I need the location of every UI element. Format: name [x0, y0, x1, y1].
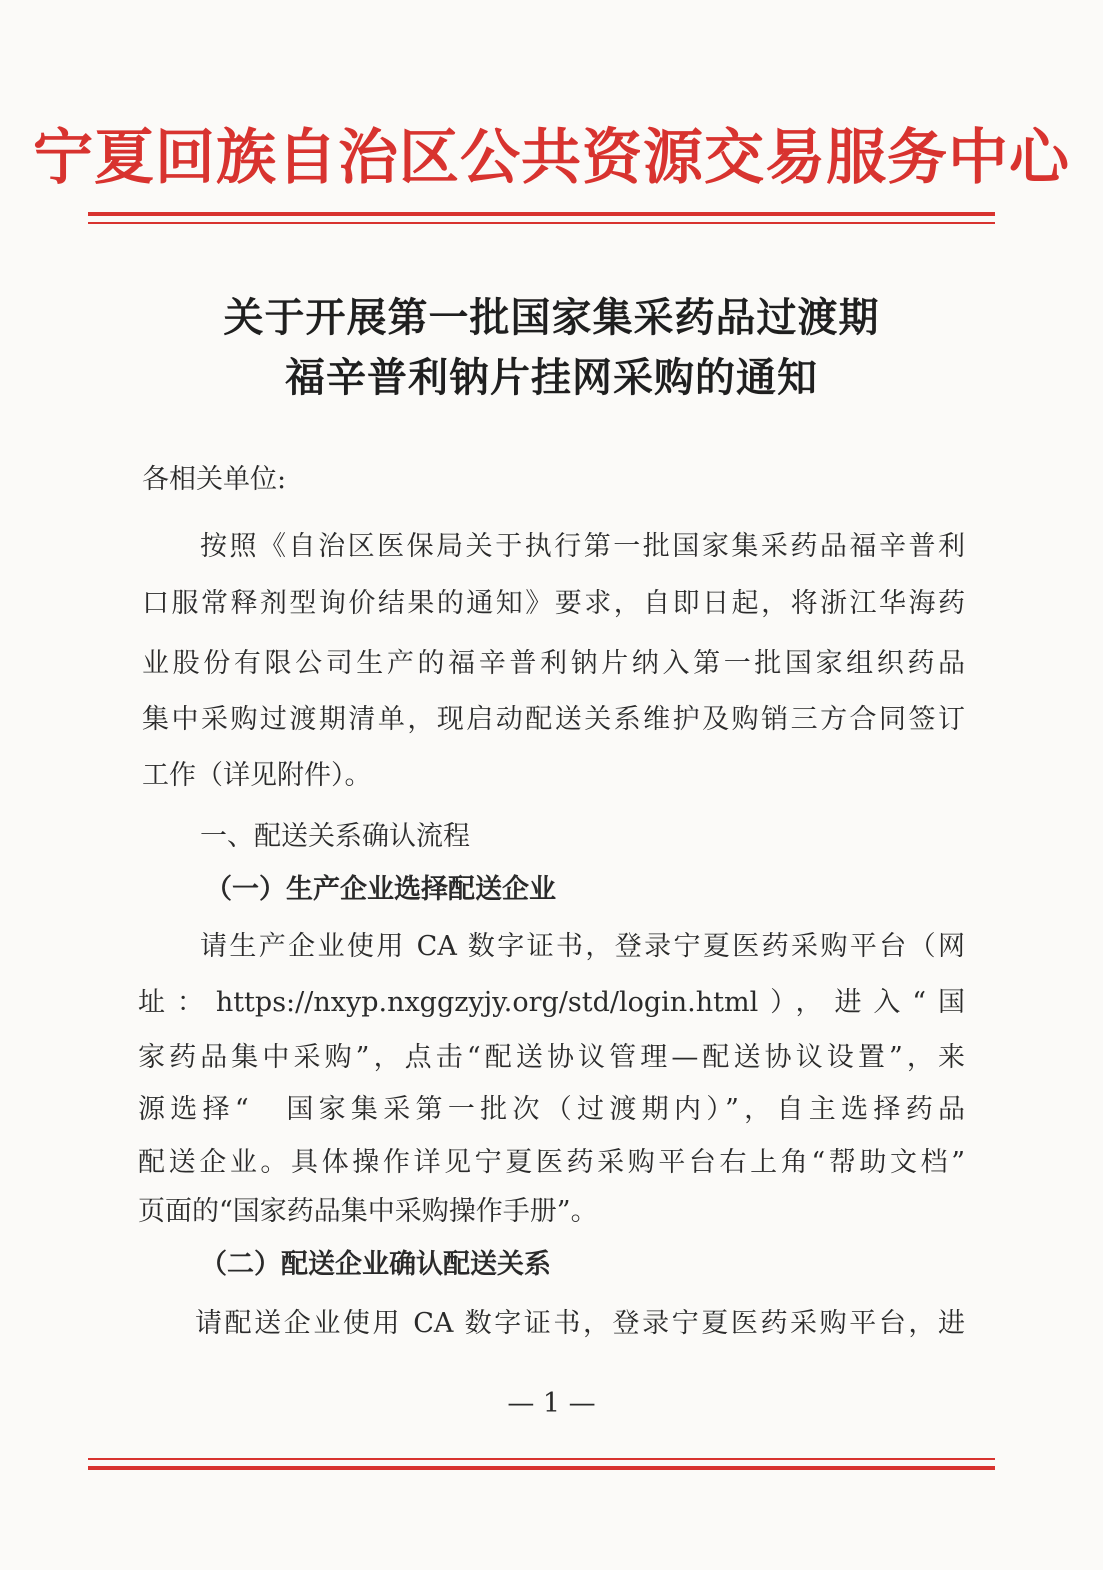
body-line: 源选择“ 国家集采第一批次（过渡期内）”，自主选择药品 — [138, 1094, 965, 1125]
subsection-heading: （一）生产企业选择配送企业 — [205, 874, 556, 905]
body-line: 家药品集中采购”，点击“配送协议管理—配送协议设置”，来 — [138, 1042, 965, 1073]
page-number: — 1 — — [507, 1388, 596, 1419]
body-line: 请配送企业使用 CA 数字证书，登录宁夏医药采购平台，进 — [195, 1308, 965, 1339]
intro-line: 集中采购过渡期清单，现启动配送关系维护及购销三方合同签订 — [142, 704, 965, 735]
section-heading: 一、配送关系确认流程 — [200, 821, 470, 852]
body-line: 配送企业。具体操作详见宁夏医药采购平台右上角“帮助文档” — [138, 1147, 965, 1178]
header-rule-thin — [88, 222, 995, 224]
header-rule-thick — [88, 212, 995, 216]
organization-masthead: 宁夏回族自治区公共资源交易服务中心 — [33, 123, 1070, 193]
document-title-line-1: 关于开展第一批国家集采药品过渡期 — [223, 294, 880, 341]
document-title-line-2: 福辛普利钠片挂网采购的通知 — [285, 354, 818, 401]
intro-line: 口服常释剂型询价结果的通知》要求，自即日起，将浙江华海药 — [142, 588, 965, 619]
intro-line: 按照《自治区医保局关于执行第一批国家集采药品福辛普利 — [200, 531, 965, 562]
footer-rule-thin — [88, 1458, 995, 1460]
body-line: 页面的“国家药品集中采购操作手册”。 — [138, 1196, 598, 1227]
body-line: 址：https://nxyp.nxggzyjy.org/std/login.html），进入“国 — [138, 987, 965, 1018]
body-line: 请生产企业使用 CA 数字证书，登录宁夏医药采购平台（网 — [200, 931, 965, 962]
footer-rule-thick — [88, 1466, 995, 1470]
salutation: 各相关单位: — [142, 464, 287, 495]
subsection-heading: （二）配送企业确认配送关系 — [200, 1249, 551, 1280]
intro-line: 业股份有限公司生产的福辛普利钠片纳入第一批国家组织药品 — [142, 648, 965, 679]
intro-line: 工作（详见附件）。 — [142, 760, 372, 791]
